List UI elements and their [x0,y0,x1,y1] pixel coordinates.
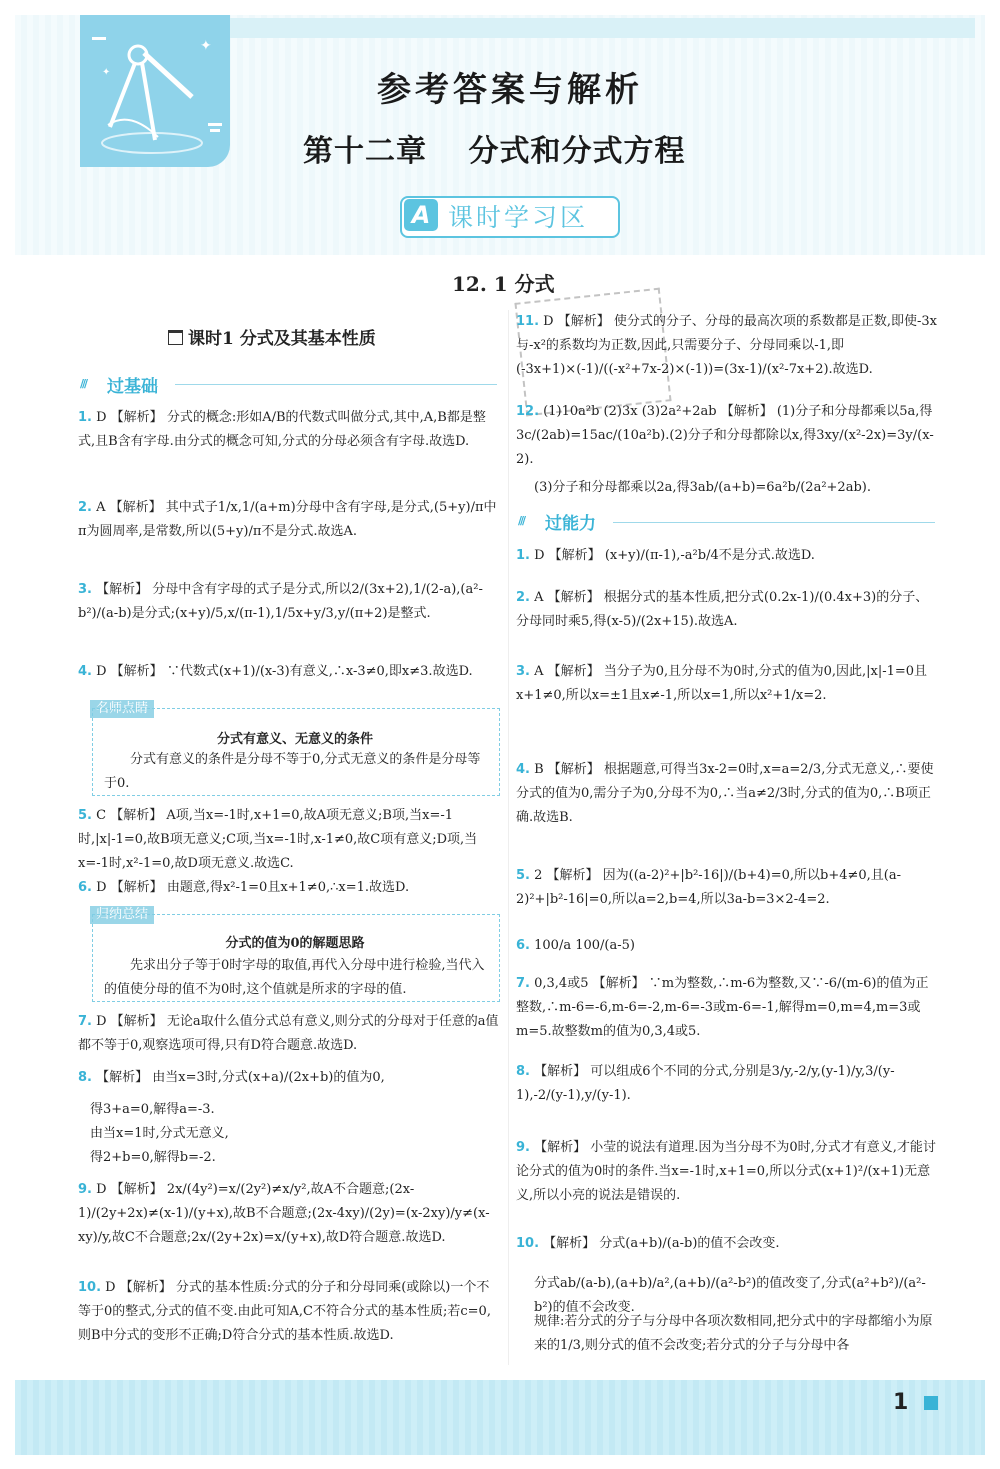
page-number: 1 [893,1390,909,1415]
zone-letter: A [404,199,438,231]
list-item: 2. A 【解析】 其中式子1/x,1/(a+m)分母中含有字母,是分式,(5+y)/π中π为圆周率,是常数,所以(5+y)/π不是分式.故选A. [78,500,497,539]
list-item: 10. 【解析】 分式(a+b)/(a-b)的值不会改变. [516,1236,780,1251]
teacher-note-title: 分式有意义、无意义的条件 [216,732,373,747]
list-item: 3. A 【解析】 当分子为0,且分母不为0时,分式的值为0,因此,|x|-1=0且x+1≠0,所以x=±1且x≠-1,所以x=1,所以x²+1/x=2. [516,664,928,703]
list-item: 2. A 【解析】 根据分式的基本性质,把分式(0.2x-1)/(0.4x+3)的分子、分母同时乘5,得(x-5)/(2x+15).故选A. [516,590,929,629]
list-item: 1. D 【解析】 (x+y)/(π-1),-a²b/4不是分式.故选D. [516,548,815,563]
teacher-note-body: 分式有意义的条件是分母不等于0,分式无意义的条件是分母等于0. [104,752,481,791]
column-divider [508,310,509,1365]
summary-note-body: 先求出分子等于0时字母的取值,再代入分母中进行检验,当代入的值使分母的值不为0时,这个值就是所求的字母的值. [104,958,485,997]
list-item: 6. D 【解析】 由题意,得x²-1=0且x+1≠0,∴x=1.故选D. [78,880,410,895]
summary-note-tag: 归纳总结 [90,906,154,924]
list-item: (3)分子和分母都乘以2a,得3ab/(a+b)=6a²b/(2a²+2ab). [534,480,871,495]
list-item: 1. D 【解析】 分式的概念:形如A/B的代数式叫做分式,其中,A,B都是整式,且B含有字母.由分式的概念可知,分式的分母必须含有字母.故选D. [78,410,486,449]
tag-ability-line [613,522,935,523]
chevron-icon: /// [518,514,525,527]
list-item: 6. 100/a 100/(a-5) [516,938,635,953]
svg-text:✦: ✦ [200,38,212,54]
list-item: 规律:若分式的分子与分母中各项次数相同,把分式中的字母都缩小为原来的1/3,则分式的值不会改变;若分式的分子与分母中各 [534,1314,933,1353]
list-item: 分式ab/(a-b),(a+b)/a²,(a+b)/(a²-b²)的值改变了,分式(a²+b²)/(a²-b²)的值不会改变. [534,1276,926,1315]
list-item: 4. B 【解析】 根据题意,可得当3x-2=0时,x=a=2/3,分式无意义,∴要使分式的值为0,需分子为0,分母不为0,∴当a≠2/3时,分式的值为0,∴B项正确.故选B. [516,762,934,825]
list-item: 8. 【解析】 可以组成6个不同的分式,分别是3/y,-2/y,(y-1)/y,3/(y-1),-2/(y-1),y/(y-1). [516,1064,895,1103]
footer-band [15,1380,985,1455]
list-item: 得2+b=0,解得b=-2. [90,1150,216,1165]
zone-label: 课时学习区 [448,203,589,232]
list-item: 4. D 【解析】 ∵代数式(x+1)/(x-3)有意义,∴x-3≠0,即x≠3.故选D. [78,664,473,679]
summary-note-title: 分式的值为0的解题思路 [225,936,365,951]
page-title: 参考答案与解析 [377,70,643,110]
list-item: 7. D 【解析】 无论a取什么值分式总有意义,则分式的分母对于任意的a值都不等于0,观察选项可得,只有D符合题意.故选D. [78,1014,499,1053]
teacher-note-tag: 名师点睛 [90,700,154,718]
tag-basics: 过基础 [107,377,158,397]
lesson-title-text: 课时1 分式及其基本性质 [188,329,376,349]
list-item: 11. D 【解析】 使分式的分子、分母的最高次项的系数都是正数,即使-3x与-x²的系数均为正数,因此,只需要分子、分母同乘以-1,即(-3x+1)×(-1)/((-x²+7x-2)×(-1))=(3x-1)/(x²-7x+2).故选D. [516,314,937,377]
list-item: 12. (1)10a²b (2)3x (3)2a²+2ab 【解析】 (1)分子和分母都乘以5a,得3c/(2ab)=15ac/(10a²b).(2)分子和分母都除以x,得3xy/(x²-2x)=3y/(x-2). [516,404,934,467]
list-item: 9. 【解析】 小莹的说法有道理.因为当分母不为0时,分式才有意义,才能讨论分式的值为0时的条件.当x=-1时,x+1=0,所以分式(x+1)²/(x+1)无意义,所以小亮的说法是错误的. [516,1140,936,1203]
tag-ability: 过能力 [545,514,596,534]
list-item: 得3+a=0,解得a=-3. [90,1102,215,1117]
list-item: 9. D 【解析】 2x/(4y²)=x/(2y²)≠x/y²,故A不合题意;(2x-1)/(2y+2x)≠(x-1)/(y+x),故B不合题意;(2x-4xy)/(2y)=(x-2xy)/y≠(x-xy)/y,故C不合题意;2x/(2y+2x)=x/(y+x),故D符合题意.故选D. [78,1182,490,1245]
list-item: 10. D 【解析】 分式的基本性质:分式的分子和分母同乘(或除以)一个不等于0的整式,分式的值不变.由此可知A,C不符合分式的基本性质;若c=0,则B中分式的变形不正确;D符合分式的基本性质.故选D. [78,1280,491,1343]
list-item: 5. 2 【解析】 因为((a-2)²+|b²-16|)/(b+4)=0,所以b+4≠0,且(a-2)²+|b²-16|=0,所以a=2,b=4,所以3a-b=3×2-4=2. [516,868,901,907]
section-title: 12. 1 分式 [452,272,555,296]
chapter-title: 第十二章 分式和分式方程 [303,134,686,169]
chevron-icon: /// [80,377,87,390]
lesson-title [168,324,376,349]
svg-text:✦: ✦ [102,67,111,78]
list-item: 7. 0,3,4或5 【解析】 ∵m为整数,∴m-6为整数,又∵-6/(m-6)的值为正整数,∴m-6=-6,m-6=-2,m-6=-3或m-6=-1,解得m=0,m=4,m=3或m=5.故整数m的值为0,3,4或5. [516,976,929,1039]
list-item: 5. C 【解析】 A项,当x=-1时,x+1=0,故A项无意义;B项,当x=-1时,|x|-1=0,故B项无意义;C项,当x=-1时,x-1≠0,故C项有意义;D项,当x=-1时,x²-1=0,故D项无意义.故选C. [78,808,478,871]
list-item: 8. 【解析】 由当x=3时,分式(x+a)/(2x+b)的值为0, [78,1070,385,1085]
tag-basics-line [175,384,497,385]
header-top-band [230,18,975,38]
list-item: 由当x=1时,分式无意义, [90,1126,229,1141]
book-icon [168,330,183,345]
page-marker [924,1396,938,1410]
list-item: 3. 【解析】 分母中含有字母的式子是分式,所以2/(3x+2),1/(2-a),(a²-b²)/(a-b)是分式;(x+y)/5,x/(π-1),1/5x+y/3,y/(π+2)是整式. [78,582,483,621]
